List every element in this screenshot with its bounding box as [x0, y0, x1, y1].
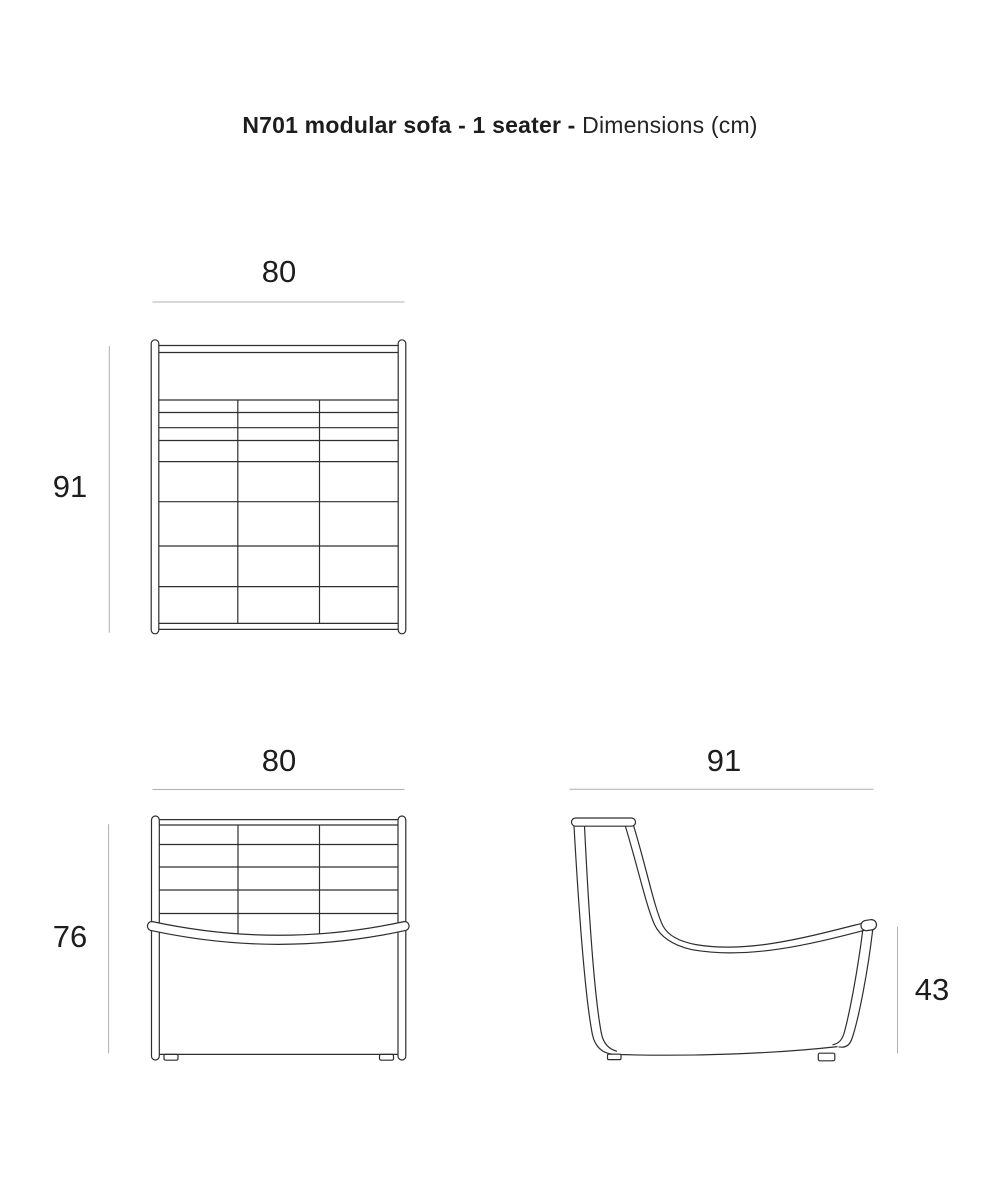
front-view-left-foot — [164, 1054, 178, 1060]
front-view-left-rail — [152, 816, 160, 1060]
side-view-front-outer-edge — [839, 930, 873, 1047]
top-view-left-rail — [151, 340, 159, 634]
dim-label-side-depth: 91 — [706, 743, 742, 778]
page-title-suffix: Dimensions (cm) — [582, 112, 758, 138]
side-view-front-inner-edge — [833, 930, 863, 1045]
dim-label-top-depth: 91 — [52, 469, 88, 504]
dim-label-front-width: 80 — [261, 743, 297, 778]
front-view-drawing — [147, 816, 409, 1060]
side-view-drawing — [572, 818, 878, 1061]
side-view-seat-nose-cap — [860, 919, 877, 931]
front-view-right-rail — [398, 816, 406, 1060]
top-view-drawing — [151, 340, 406, 634]
side-view-seat-profile-outer — [634, 826, 865, 948]
page-title-product: N701 modular sofa - 1 seater - — [242, 112, 576, 138]
side-view-seat-profile-inner — [625, 826, 864, 953]
side-view-back-top-cap — [572, 818, 636, 826]
dim-label-seat-height: 43 — [914, 972, 950, 1007]
front-view-seat-band — [147, 922, 409, 945]
side-view-bottom-edge — [613, 1047, 838, 1056]
top-view-seams — [159, 346, 398, 630]
front-view-backrest-seams — [159, 820, 398, 936]
side-view-left-foot — [608, 1054, 622, 1059]
dim-label-top-width: 80 — [261, 254, 297, 289]
dim-label-front-height: 76 — [52, 919, 88, 954]
side-view-back-outer-edge — [574, 826, 613, 1054]
front-view-right-foot — [380, 1054, 394, 1060]
side-view-right-foot — [818, 1053, 835, 1061]
top-view-right-rail — [398, 340, 406, 634]
